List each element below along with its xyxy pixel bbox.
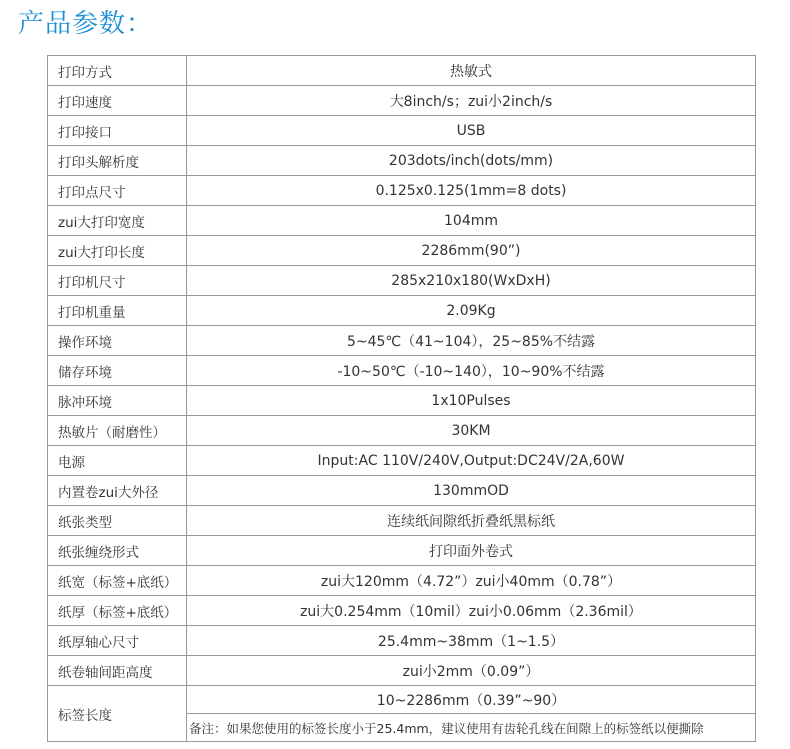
row-label: 脉冲环境	[48, 386, 187, 416]
row-label: 内置卷zui大外径	[48, 476, 187, 506]
row-value: -10~50℃（-10~140），10~90%不结露	[187, 356, 756, 386]
table-row	[48, 146, 756, 176]
row-value: 130mmOD	[187, 476, 756, 506]
row-label: 打印方式	[48, 56, 187, 86]
table-row	[48, 596, 756, 626]
row-value: 连续纸间隙纸折叠纸黑标纸	[187, 506, 756, 536]
table-row	[48, 206, 756, 236]
row-label: 打印速度	[48, 86, 187, 116]
row-value: 5~45℃（41~104），25~85%不结露	[187, 326, 756, 356]
table-row	[48, 686, 756, 714]
table-row	[48, 326, 756, 356]
row-label: 电源	[48, 446, 187, 476]
row-label: 热敏片（耐磨性）	[48, 416, 187, 446]
row-label: 打印点尺寸	[48, 176, 187, 206]
row-label: 打印机重量	[48, 296, 187, 326]
row-value: 2.09Kg	[187, 296, 756, 326]
row-value: 大8inch/s；zui小2inch/s	[187, 86, 756, 116]
row-value: 285x210x180(WxDxH)	[187, 266, 756, 296]
note-text: 备注：如果您使用的标签长度小于25.4mm，建议使用有齿轮孔线在间隙上的标签纸以便撕除	[187, 714, 756, 742]
row-label: 纸宽（标签+底纸）	[48, 566, 187, 596]
table-row	[48, 356, 756, 386]
spec-table-body	[48, 56, 756, 742]
table-row	[48, 656, 756, 686]
table-row	[48, 116, 756, 146]
row-value: 热敏式	[187, 56, 756, 86]
table-row	[48, 566, 756, 596]
table-row	[48, 536, 756, 566]
row-value: 1x10Pulses	[187, 386, 756, 416]
table-row	[48, 476, 756, 506]
row-value: zui大0.254mm（10mil）zui小0.06mm（2.36mil）	[187, 596, 756, 626]
table-row	[48, 176, 756, 206]
table-row	[48, 296, 756, 326]
row-value-label-length: 10~2286mm（0.39”~90）	[187, 686, 756, 714]
row-value: 104mm	[187, 206, 756, 236]
row-label: 纸厚轴心尺寸	[48, 626, 187, 656]
row-value: USB	[187, 116, 756, 146]
row-label: 纸张类型	[48, 506, 187, 536]
row-label-label-length: 标签长度	[48, 686, 187, 742]
row-label: 打印机尺寸	[48, 266, 187, 296]
row-value: 25.4mm~38mm（1~1.5）	[187, 626, 756, 656]
table-row	[48, 626, 756, 656]
row-label: 纸张缠绕形式	[48, 536, 187, 566]
row-label: zui大打印长度	[48, 236, 187, 266]
row-value: 0.125x0.125(1mm=8 dots)	[187, 176, 756, 206]
row-value: 30KM	[187, 416, 756, 446]
table-row	[48, 386, 756, 416]
row-value: zui大120mm（4.72”）zui小40mm（0.78”）	[187, 566, 756, 596]
spec-table	[47, 55, 756, 742]
row-label: 储存环境	[48, 356, 187, 386]
table-row	[48, 506, 756, 536]
row-label: 操作环境	[48, 326, 187, 356]
table-row	[48, 416, 756, 446]
row-value: 打印面外卷式	[187, 536, 756, 566]
page-title: 产品参数：	[18, 9, 154, 39]
row-label: 打印接口	[48, 116, 187, 146]
row-value: Input:AC 110V/240V,Output:DC24V/2A,60W	[187, 446, 756, 476]
row-label: 纸卷轴间距高度	[48, 656, 187, 686]
table-row	[48, 446, 756, 476]
row-value: zui小2mm（0.09”）	[187, 656, 756, 686]
row-value: 203dots/inch(dots/mm)	[187, 146, 756, 176]
row-value: 2286mm(90”)	[187, 236, 756, 266]
table-row	[48, 86, 756, 116]
row-label: zui大打印宽度	[48, 206, 187, 236]
row-label: 纸厚（标签+底纸）	[48, 596, 187, 626]
table-row	[48, 56, 756, 86]
table-row	[48, 236, 756, 266]
table-row	[48, 266, 756, 296]
row-label: 打印头解析度	[48, 146, 187, 176]
